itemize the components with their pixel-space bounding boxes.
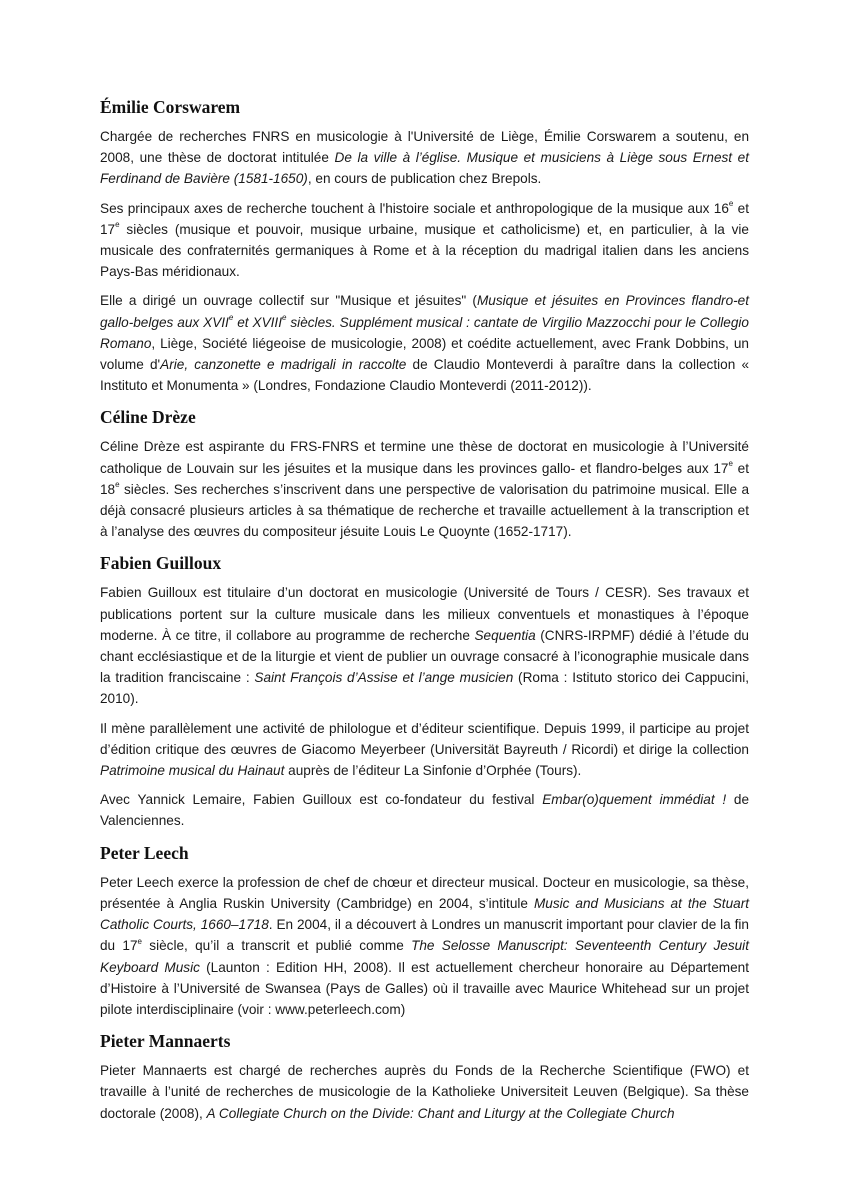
bio-paragraph [100,872,749,1020]
bio-paragraph [100,789,749,831]
text-run: de Valenciennes. [100,792,749,829]
italic-text: Musique et jésuites en Provinces flandro-et gallo-belges aux XVII [100,293,749,330]
superscript: e [228,313,234,323]
bio-paragraph [100,718,749,782]
text-run: , Liège, Société liégeoise de musicologie, 2008) et coédite actuellement, avec Frank Dobbins, un volume d' [100,335,749,373]
bio-heading: Peter Leech [100,842,189,863]
italic-text: Music and Musicians at the Stuart Catholic Courts, 1660–1718 [100,895,749,933]
text-run: Avec Yannick Lemaire, Fabien Guilloux est co-fondateur du festival [100,792,543,808]
superscript: e [728,199,734,209]
bio-paragraph [100,290,749,396]
bio-paragraph [100,126,749,190]
italic-text: et XVIII [233,314,282,330]
italic-text: De la ville à l’église. Musique et musiciens à Liège sous Ernest et Ferdinand de Bavière (1581-1650) [100,150,749,187]
text-run: . En 2004, il a découvert à Londres un manuscrit important pour clavier de la fin du 17 [100,917,749,954]
text-run: de Claudio Monteverdi à paraître dans la collection « Instituto et Monumenta » (Londres, Fondazione Claudio Monteverdi (2011-2012)). [100,357,750,394]
bio-heading: Fabien Guilloux [100,553,222,574]
italic-text: Sequentia [474,627,536,643]
superscript: e [115,480,120,490]
text-run: siècles. Ses recherches s’inscrivent dans une perspective de valorisation du patrimoine musical. Elle a déjà consacré plusieurs articles à sa thématique de recherche et travaille actuellement à la transcription et à l’analyse des œuvres du compositeur jésuite Louis Le Quoynte (1652-1717). [100,481,749,540]
bio-section-celine-dreze [100,406,749,542]
text-run: , en cours de publication chez Brepols. [307,171,542,187]
italic-text: Arie, canzonette e madrigali in raccolte [160,357,407,373]
italic-text: siècles. Supplément musical : cantate de Virgilio Mazzocchi pour le Collegio Romano [100,314,749,351]
text-run: et 18 [100,460,749,497]
text-run: Chargée de recherches FNRS en musicologie à l'Université de Liège, Émilie Corswarem a soutenu, en 2008, une thèse de doctorat intitulée [100,129,749,166]
bio-section-fabien-guilloux [100,552,749,831]
bio-heading: Pieter Mannaerts [100,1031,231,1052]
text-run: (CNRS-IRPMF) dédié à l’étude du chant ecclésiastique et de la liturgie et vient de publier un ouvrage consacré à l’iconographie musicale dans la tradition franciscaine : [100,627,749,686]
text-run: Pieter Mannaerts est chargé de recherches auprès du Fonds de la Recherche Scientifique (FWO) et travaille à l’unité de recherches de musicologie de la Katholieke Universiteit Leuven (Belgique). Sa thèse doctorale (2008), [100,1063,749,1121]
bio-section-emilie-corswarem [100,96,749,396]
bio-paragraph [100,582,749,709]
text-run: Peter Leech exerce la profession de chef de chœur et directeur musical. Docteur en musicologie, sa thèse, présentée à Anglia Ruskin University (Cambridge) en 2004, s’intitule [100,874,749,911]
text-run: auprès de l’éditeur La Sinfonie d’Orphée (Tours). [284,763,582,779]
superscript: e [281,313,287,323]
text-run: siècles (musique et pouvoir, musique urbaine, musique et catholicisme) et, en particulier, à la vie musicale des confraternités germaniques à Rome et à la réception du madrigal italien dans les anciens Pays-Bas méridionaux. [100,221,749,280]
italic-text: Saint François d’Assise et l’ange musicien [254,670,514,686]
text-run: siècle, qu’il a transcrit et publié comme [141,938,412,954]
italic-text: A Collegiate Church on the Divide: Chant and Liturgy at the Collegiate Church [206,1105,675,1121]
superscript: e [728,459,733,469]
bio-paragraph [100,1060,749,1124]
text-run: Céline Drèze est aspirante du FRS-FNRS et termine une thèse de doctorat en musicologie à l’Université catholique de Louvain sur les jésuites et la musique dans les provinces gallo- et flandro-belges aux 17 [100,439,749,476]
text-run: Elle a dirigé un ouvrage collectif sur "Musique et jésuites" ( [100,293,477,309]
text-run: Il mène parallèlement une activité de philologue et d’éditeur scientifique. Depuis 1999, il participe au projet d’édition critique des œuvres de Giacomo Meyerbeer (Universität Bayreuth / Ricordi) et dirige la collection [100,720,749,757]
text-run: et 17 [100,200,749,237]
text-run: (Roma : Istituto storico dei Cappucini, 2010). [100,670,749,707]
text-run: Ses principaux axes de recherche touchent à l'histoire sociale et anthropologique de la musique aux 16 [100,200,729,216]
italic-text: Embar(o)quement immédiat ! [542,792,727,808]
italic-text: Patrimoine musical du Hainaut [100,763,285,779]
bio-paragraph [100,198,749,283]
bio-section-pieter-mannaerts [100,1030,749,1124]
italic-text: The Selosse Manuscript: Seventeenth Century Jesuit Keyboard Music [100,938,749,975]
text-run: (Launton : Edition HH, 2008). Il est actuellement chercheur honoraire au Département d’Histoire à l’Université de Swansea (Pays de Galles) où il travaille avec Maurice Whitehead sur un projet pilote interdisciplinaire (voir : www.peterleech.com) [100,959,750,1017]
bio-paragraph [100,436,749,542]
superscript: e [137,936,142,946]
bio-heading: Émilie Corswarem [100,97,241,117]
document-page [100,96,749,1134]
bio-section-peter-leech [100,842,749,1020]
bio-heading: Céline Drèze [100,407,196,428]
text-run: Fabien Guilloux est titulaire d’un doctorat en musicologie (Université de Tours / CESR). Ses travaux et publications portent sur la culture musicale dans les milieux conventuels et monastiques à l’époque moderne. À ce titre, il collabore au programme de recherche [100,585,749,643]
superscript: e [115,220,120,230]
